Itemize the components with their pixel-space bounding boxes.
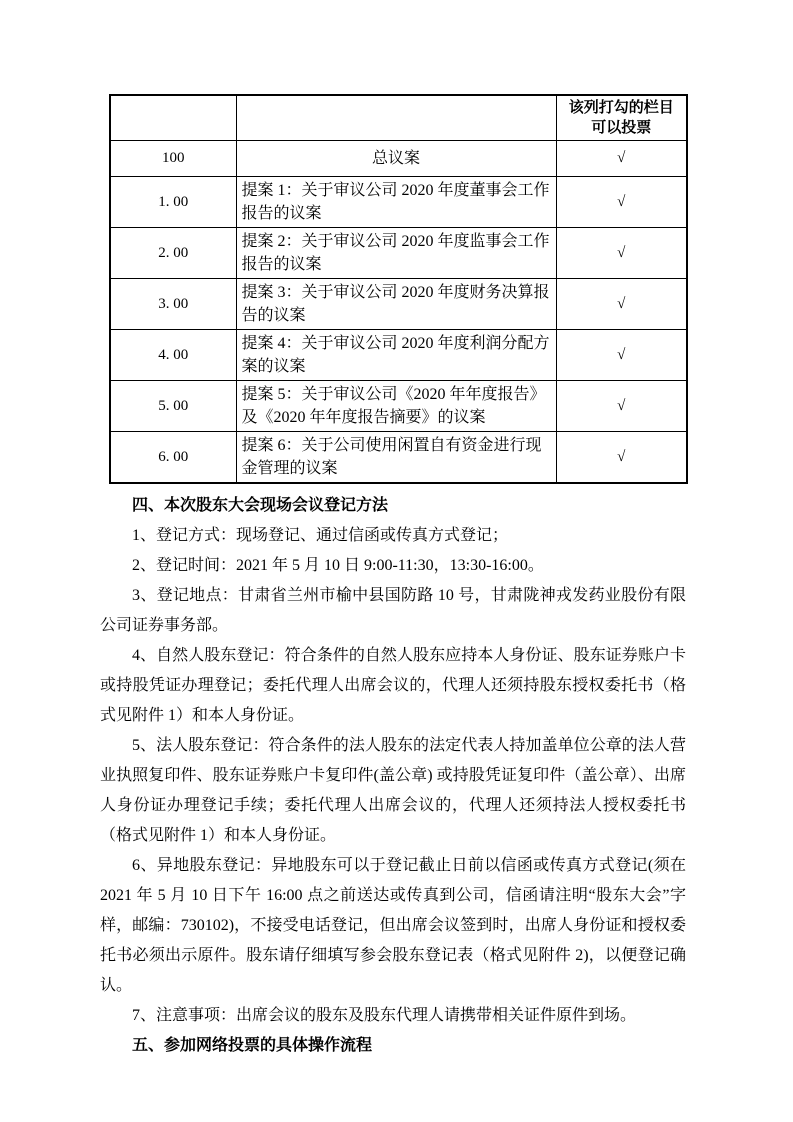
paragraph-registration-place: 3、登记地点：甘肃省兰州市榆中县国防路 10 号，甘肃陇神戎发药业股份有限公司证券事务部。	[100, 587, 686, 634]
paragraph-notes: 7、注意事项：出席会议的股东及股东代理人请携带相关证件原件到场。	[132, 1007, 637, 1024]
section-heading-registration: 四、本次股东大会现场会议登记方法	[132, 497, 389, 514]
proposal-name-cell: 提案 3：关于审议公司 2020 年度财务决算报告的议案	[236, 279, 556, 330]
vote-checkmark: √	[556, 279, 687, 330]
paragraph-registration-method: 1、登记方式：现场登记、通过信函或传真方式登记；	[132, 527, 509, 544]
table-row	[110, 432, 687, 484]
table-row	[110, 228, 687, 279]
proposal-name-cell: 提案 1：关于审议公司 2020 年度董事会工作报告的议案	[236, 177, 556, 228]
vote-checkmark: √	[556, 381, 687, 432]
proposal-code-cell: 6. 00	[110, 432, 236, 484]
proposal-code-cell: 3. 00	[110, 279, 236, 330]
vote-checkmark: √	[556, 141, 687, 177]
paragraph-legal-person-registration: 5、法人股东登记：符合条件的法人股东的法定代表人持加盖单位公章的法人营业执照复印件、股东证券账户卡复印件(盖公章) 或持股凭证复印件（盖公章）、出席人身份证办理登记手续；委托代理人出席会议的，代理人还须持法人授权委托书（格式见附件 1）和本人身份证。	[100, 737, 686, 844]
paragraph-remote-shareholder-registration: 6、异地股东登记：异地股东可以于登记截止日前以信函或传真方式登记(须在 2021 年 5 月 10 日下午 16:00 点之前送达或传真到公司，信函请注明“股东大会”字样，邮编：730102)，不接受电话登记，但出席会议签到时，出席人身份证和授权委托书必须出示原件。股东请仔细填写参会股东登记表（格式见附件 2)，以便登记确认。	[100, 857, 686, 994]
table-row	[110, 141, 687, 177]
page-content	[100, 94, 686, 1061]
proposal-name-cell: 提案 5：关于审议公司《2020 年年度报告》及《2020 年年度报告摘要》的议案	[236, 381, 556, 432]
proposal-name-cell: 提案 4：关于审议公司 2020 年度利润分配方案的议案	[236, 330, 556, 381]
proposals-table	[109, 94, 688, 484]
vote-checkmark: √	[556, 432, 687, 484]
table-header-proposal	[236, 95, 556, 141]
section-heading-online-voting: 五、参加网络投票的具体操作流程	[132, 1037, 373, 1054]
proposal-code-cell: 100	[110, 141, 236, 177]
table-row	[110, 330, 687, 381]
table-header-row	[110, 95, 687, 141]
paragraph-registration-time: 2、登记时间：2021 年 5 月 10 日 9:00-11:30，13:30-16:00。	[132, 557, 544, 574]
proposal-name-cell: 提案 2：关于审议公司 2020 年度监事会工作报告的议案	[236, 228, 556, 279]
proposal-code-cell: 4. 00	[110, 330, 236, 381]
table-row	[110, 381, 687, 432]
registration-section	[100, 491, 686, 1061]
proposal-code-cell: 2. 00	[110, 228, 236, 279]
proposal-name-cell: 提案 6：关于公司使用闲置自有资金进行现金管理的议案	[236, 432, 556, 484]
table-header-code	[110, 95, 236, 141]
table-header-vote-column: 该列打勾的栏目可以投票	[556, 95, 687, 141]
proposal-code-cell: 1. 00	[110, 177, 236, 228]
table-row	[110, 279, 687, 330]
vote-checkmark: √	[556, 177, 687, 228]
vote-checkmark: √	[556, 228, 687, 279]
proposal-name-cell: 总议案	[236, 141, 556, 177]
paragraph-natural-person-registration: 4、自然人股东登记：符合条件的自然人股东应持本人身份证、股东证券账户卡或持股凭证办理登记；委托代理人出席会议的，代理人还须持股东授权委托书（格式见附件 1）和本人身份证。	[100, 647, 686, 724]
proposal-code-cell: 5. 00	[110, 381, 236, 432]
table-row	[110, 177, 687, 228]
vote-checkmark: √	[556, 330, 687, 381]
